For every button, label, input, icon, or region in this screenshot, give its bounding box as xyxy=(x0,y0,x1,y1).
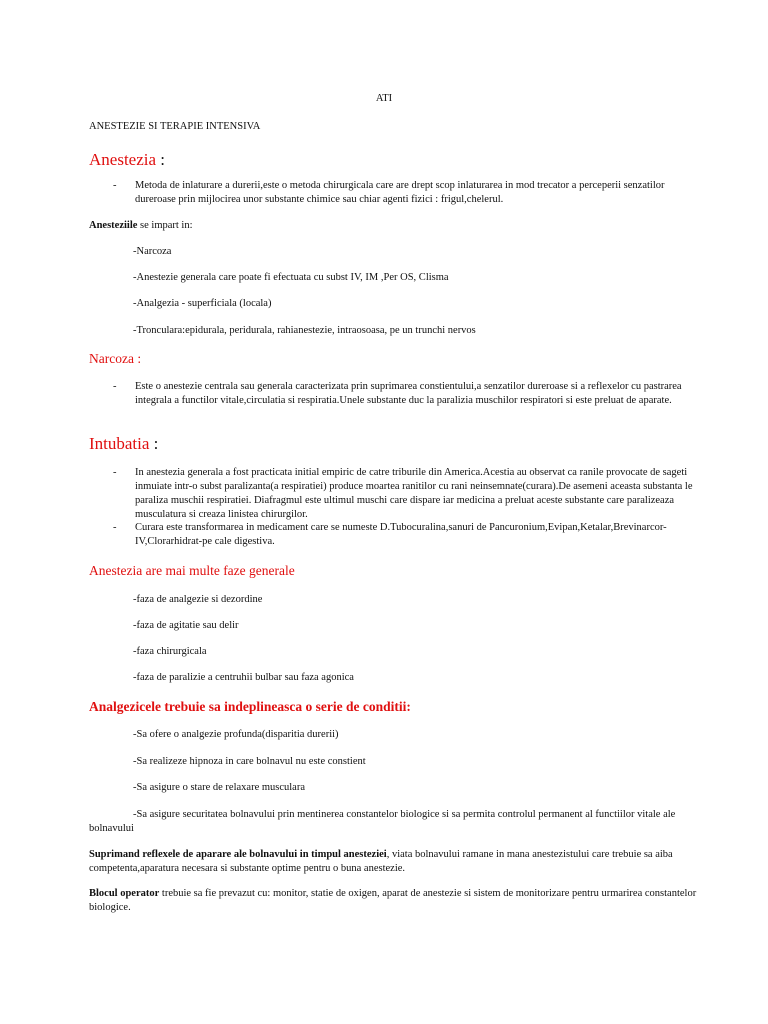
bullet-marker: - xyxy=(113,522,117,533)
list-item: -Sa ofere o analgezie profunda(disparitia durerii) xyxy=(133,729,339,740)
anesteziile-lead: Anesteziile se impart in: xyxy=(89,220,193,231)
doc-subtitle: ANESTEZIE SI TERAPIE INTENSIVA xyxy=(89,121,261,132)
list-item-wrapped: -Sa asigure securitatea bolnavului prin mentinerea constantelor biologice si sa permita controlul permanent al functiilor vitale ale bolnavului xyxy=(89,809,676,834)
bullet-text: Metoda de inlaturare a durerii,este o metoda chirurgicala care are drept scop inlaturarea in mod trecator a perceperii senzatilor dureroase prin mijlocirea unor substante chimice sau chiar agenti fizici : frigul,chelerul. xyxy=(135,180,665,205)
heading-narcoza: Narcoza : xyxy=(89,351,142,366)
list-item: -faza de analgezie si dezordine xyxy=(133,594,263,605)
heading-anestezia: Anestezia : xyxy=(89,150,166,169)
heading-intubatia: Intubatia : xyxy=(89,434,159,453)
list-item: -Tronculara:epidurala, peridurala, rahianestezie, intraosoasa, pe un trunchi nervos xyxy=(133,325,476,336)
list-item: -Anestezie generala care poate fi efectuata cu subst IV, IM ,Per OS, Clisma xyxy=(133,272,449,283)
list-item: -faza de paralizie a centruhii bulbar sau faza agonica xyxy=(133,672,354,683)
bullet-text: Este o anestezie centrala sau generala caracterizata prin suprimarea constientului,a senzatilor dureroase si a reflexelor cu pastrarea integrala a functilor vitale,circulatia si respiratia.Unele substante duc la paralizia muschilor respiratori si este preluat de aparate. xyxy=(135,381,682,406)
list-item: -Sa asigure o stare de relaxare musculara xyxy=(133,782,305,793)
list-item: -faza chirurgicala xyxy=(133,646,207,657)
bullet-marker: - xyxy=(113,180,117,191)
heading-conditii: Analgezicele trebuie sa indeplineasca o serie de conditii: xyxy=(89,699,411,714)
bullet-marker: - xyxy=(113,381,117,392)
paragraph-suprimand: Suprimand reflexele de aparare ale bolnavului in timpul anesteziei, viata bolnavului ramane in mana anestezistului care trebuie sa aiba competenta,aparatura necesara si substante optime pentru o buna anestezie. xyxy=(89,849,673,874)
doc-title: ATI xyxy=(375,93,393,104)
bullet-text: Curara este transformarea in medicament care se numeste D.Tubocuralina,sanuri de Pancuronium,Evipan,Ketalar,Brevinarcor-IV,Clorarhidrat-pe cale digestiva. xyxy=(135,522,667,547)
paragraph-blocul-operator: Blocul operator trebuie sa fie prevazut cu: monitor, statie de oxigen, aparat de anestezie si sistem de monitorizare pentru urmarirea constantelor biologice. xyxy=(89,888,697,913)
heading-faze: Anestezia are mai multe faze generale xyxy=(89,563,295,578)
bullet-marker: - xyxy=(113,467,117,478)
list-item: -Analgezia - superficiala (locala) xyxy=(133,298,272,309)
list-item: -Narcoza xyxy=(133,246,172,257)
list-item: -Sa realizeze hipnoza in care bolnavul nu este constient xyxy=(133,756,366,767)
list-item: -faza de agitatie sau delir xyxy=(133,620,239,631)
bullet-text: In anestezia generala a fost practicata initial empiric de catre triburile din America.Acestia au observat ca ranile provocate de sageti inmuiate intr-o subst paralizanta(a respiratiei) produce moartea ranitilor cu rani neinsemnate(curara).De asemeni aceasta substanta le paraliza muschii respiratiei. Diafragmul este ultimul muschi care dispare iar medicina a preluat aceste substante care paralizeaza musculatura si creaza linistea chirurgilor. xyxy=(135,467,693,520)
